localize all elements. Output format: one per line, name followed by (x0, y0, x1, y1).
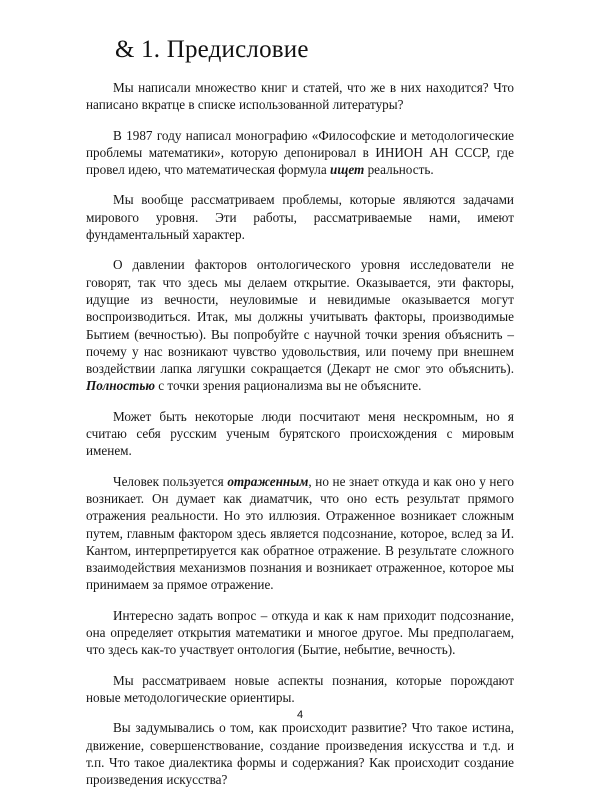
section-heading: & 1. Предисловие (115, 36, 309, 63)
text-run: В 1987 году написал монографию «Философские и методологические проблемы математики», которую депонировал в ИНИОН АН СССР, где провел идею, что математическая формула (86, 127, 514, 178)
paragraph (86, 473, 514, 594)
text-run: Человек пользуется (113, 473, 228, 489)
text-run: , но не знает откуда и как оно у него возникает. Он думает как диаматчик, что оно есть результат прямого отражения реальности. Но это иллюзия. Отраженное возникает сложным путем, главным фактором здесь является подсознание, которое, вслед за И. Кантом, интерпретируется как обратное отражение. В результате сложного взаимодействия механизмов познания и возникает отраженное, которое мы принимаем за прямое отражение. (86, 473, 514, 593)
emphasized-text: Полностью (86, 378, 155, 394)
paragraph (86, 191, 514, 243)
paragraph (86, 256, 514, 394)
document-body (86, 79, 514, 801)
emphasized-text: ищет (330, 162, 365, 178)
paragraph (86, 408, 514, 460)
paragraph (86, 672, 514, 707)
text-run: Мы рассматриваем новые аспекты познания, которые порождают новые методологические ориентиры. (86, 672, 514, 705)
text-run: с точки зрения рационализма вы не объясните. (154, 378, 422, 394)
text-run: О давлении факторов онтологического уровня исследователи не говорят, так что здесь мы делаем открытие. Оказывается, эти факторы, идущие из вечности, неуловимые и невидимые оказывается могут воспроизводиться. Итак, мы должны учитывать факторы, производимые Бытием (вечностью). Вы попробуйте с научной точки зрения объяснить – почему у нас возникают чувство удовольствия, или почему при внешнем воздействии лапка лягушки сокращается (Декарт не смог это объяснить). (86, 257, 514, 377)
text-run: Мы вообще рассматриваем проблемы, которые являются задачами мирового уровня. Эти работы, рассматриваемые нами, имеют фундаментальный характер. (86, 192, 514, 243)
page-number: 4 (296, 709, 304, 721)
paragraph (86, 719, 514, 788)
text-run: Вы задумывались о том, как происходит развитие? Что такое истина, движение, совершенствование, создание произведения искусства и т.д. и т.п. Что такое диалектика формы и содержания? Как происходит создание произведения искусства? (86, 720, 514, 788)
text-run: Может быть некоторые люди посчитают меня нескромным, но я считаю себя русским ученым бурятского происхождения с мировым именем. (86, 408, 514, 459)
text-run: Интересно задать вопрос – откуда и как к нам приходит подсознание, она определяет открытия математики и многое другое. Мы предполагаем, что здесь как-то участвует онтология (Бытие, небытие, вечность). (86, 607, 514, 658)
emphasized-text: отраженным (227, 473, 309, 489)
paragraph (86, 127, 514, 179)
paragraph (86, 607, 514, 659)
text-run: Мы написали множество книг и статей, что же в них находится? Что написано вкратце в списке использованной литературы? (86, 80, 514, 113)
text-run: реальность. (364, 162, 434, 178)
paragraph (86, 79, 514, 114)
